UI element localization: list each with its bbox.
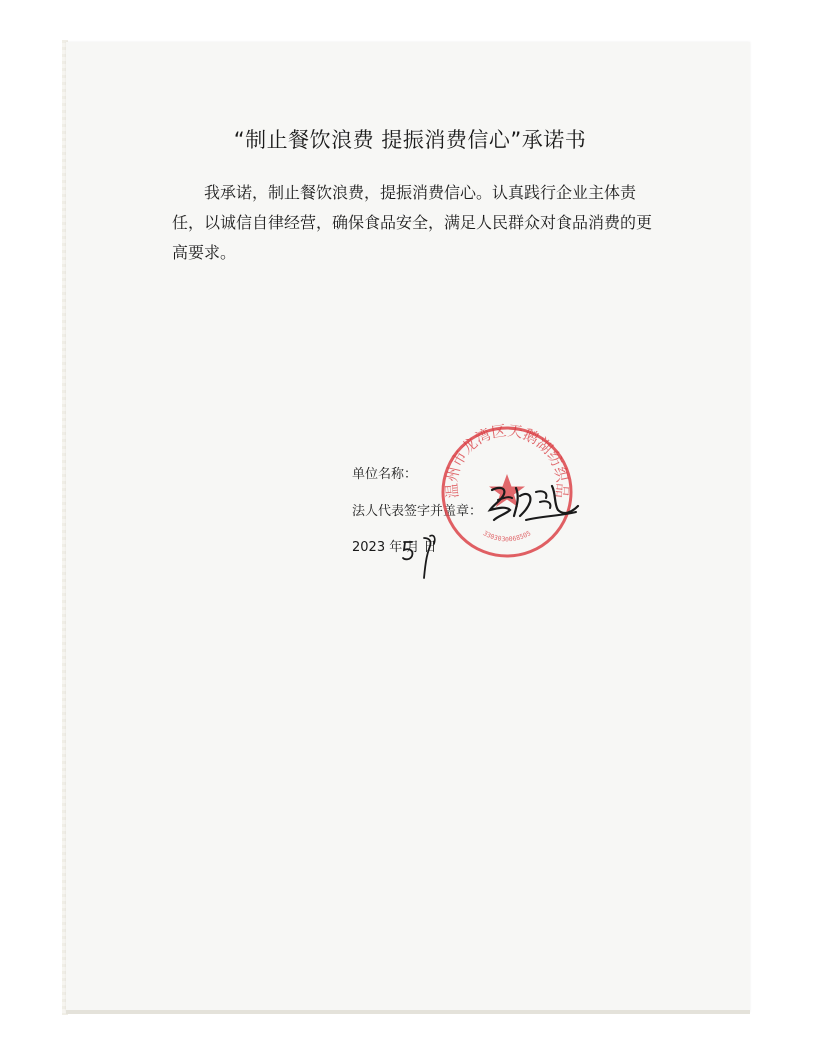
seal-code: 3303030068505 [481,529,533,544]
handwritten-signature [486,476,582,524]
date-label: 2023 年 月 日 [352,540,437,555]
legal-rep-label: 法人代表签字并盖章： [352,504,483,519]
handwritten-date [400,530,450,580]
paper-edge-bottom [66,1010,750,1014]
seal-text: 温州市龙湾区天鹅湖纺织品 [442,422,572,499]
commitment-body: 我承诺，制止餐饮浪费，提振消费信心。认真践行企业主体责任，以诚信自律经营，确保食品安全，满足人民群众对食品消费的更高要求。 [172,183,653,262]
document-title: “制止餐饮浪费 提振消费信心”承诺书 [233,128,587,152]
unit-name-label: 单位名称： [352,467,418,482]
